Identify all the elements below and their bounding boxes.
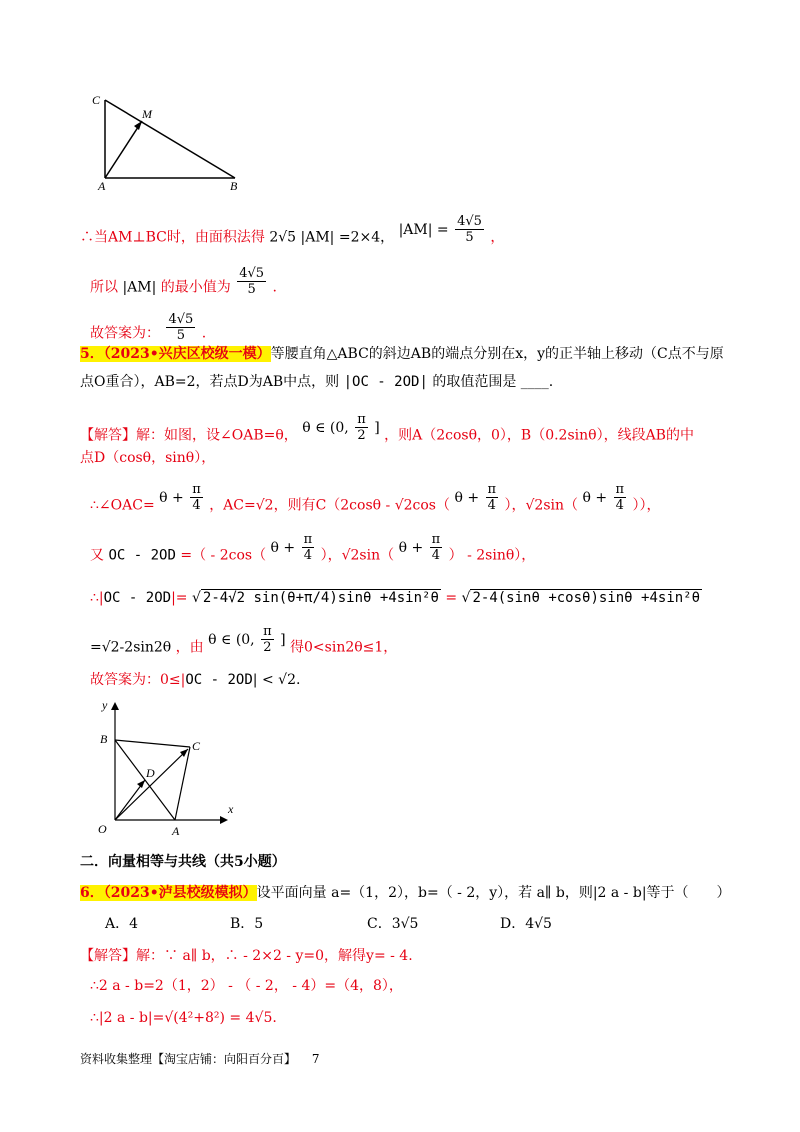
q5-answer-line-3: ∴∠OAC= θ + $\frac{\pi}{4}$ ，AC=√2，则有C（2cosθ - √2cos（ θ + $\frac{\pi}{4}$ ），√2sin（ θ + $\frac{\pi}{4}$ ））， [90, 482, 661, 514]
label-y: y [102, 698, 108, 712]
question-5-line-1: 5．（2023•兴庆区校级一模）等腰直角△ABC的斜边AB的端点分别在x，y的正半轴上移动（C点不与原 [80, 346, 724, 362]
label-x: x [228, 802, 234, 816]
question-6-number: 6．（2023•泸县校级模拟） [80, 885, 257, 901]
footer-text: 资料收集整理【淘宝店铺：向阳百分百】 [80, 1052, 297, 1066]
page-number: 7 [311, 1052, 320, 1066]
q5-answer-line-6: =√2-2sin2θ ，由 θ ∈ (0, $\frac{\pi}{2}$ ] 得0<sin2θ≤1， [90, 624, 398, 656]
q5-answer-line-2: 点D（cosθ，sinθ）， [80, 450, 216, 466]
solution-line-2: 所以 |AM| 的最小值为 $\frac{4√5}{5}$ . [90, 266, 277, 297]
sqrt-expression-1: 2-4√2 sin(θ+π/4)sinθ +4sin²θ [202, 590, 439, 606]
sqrt-expression-2: 2-4(sinθ +cosθ)sinθ +4sin²θ [472, 590, 701, 606]
q5-final-answer: 故答案为：0≤|OC - 2OD| < √2. [90, 672, 301, 688]
question-5-line-2: 点O重合），AB=2，若点D为AB中点，则 |OC - 2OD| 的取值范围是 ____. [80, 374, 554, 390]
q5-answer-line-1: 【解答】解：如图，设∠OAB=θ， θ ∈ (0, $\frac{\pi}{2}$ ] ，则A（2cosθ，0），B（0.2sinθ），线段AB的中 [80, 412, 694, 444]
question-6-line: 6．（2023•泸县校级模拟）设平面向量 a=（1，2），b=（ - 2，y），若 a∥ b，则|2 a - b|等于（ ） [80, 885, 731, 901]
option-d: D．4√5 [500, 916, 552, 932]
label-b2: B [100, 732, 108, 746]
option-a: A．4 [105, 916, 139, 932]
label-a: A [98, 179, 106, 193]
coordinate-figure [90, 695, 250, 840]
label-o: O [98, 822, 107, 836]
area-equation: 2√5 |AM| =2×4， [269, 229, 395, 246]
section-title: 二．向量相等与共线（共5小题） [80, 854, 286, 870]
label-d2: D [146, 766, 155, 780]
label-b: B [230, 179, 238, 193]
question-5-number: 5．（2023•兴庆区校级一模） [80, 346, 271, 362]
vector-expression: |OC - 2OD| [343, 374, 428, 390]
q5-answer-line-4: 又 OC - 2OD =（ - 2cos（ θ + $\frac{\pi}{4}$ ），√2sin（ θ + $\frac{\pi}{4}$ ） - 2sinθ）， [90, 532, 536, 564]
q6-answer-line-2: ∴2 a - b=2（1，2） - （ - 2， - 4）=（4，8）， [90, 978, 403, 994]
am-magnitude: |AM| = [398, 221, 449, 238]
page-footer [80, 1050, 319, 1067]
label-m: M [142, 107, 152, 121]
option-c: C．3√5 [367, 916, 419, 932]
label-a2: A [172, 824, 180, 838]
solution-line-1: ∴当AM⊥BC时，由面积法得 2√5 |AM| =2×4， |AM| = $\frac{4√5}{5}$ ， [80, 214, 505, 246]
label-c: C [92, 93, 101, 107]
q6-answer-line-3: ∴|2 a - b|=√(4²+8²) = 4√5. [90, 1010, 277, 1026]
q6-answer-line-1: 【解答】解：∵ a∥ b，∴ - 2×2 - y=0，解得y= - 4. [80, 948, 413, 964]
q5-answer-line-5: ∴|OC - 2OD|= √ 2-4√2 sin(θ+π/4)sinθ +4sin²θ = √ 2-4(sinθ +cosθ)sinθ +4sin²θ [90, 590, 701, 606]
answer-line: 故答案为： $\frac{4√5}{5}$ . [90, 312, 207, 343]
label-c2: C [192, 739, 201, 753]
option-b: B．5 [230, 916, 264, 932]
triangle-figure [90, 90, 250, 195]
